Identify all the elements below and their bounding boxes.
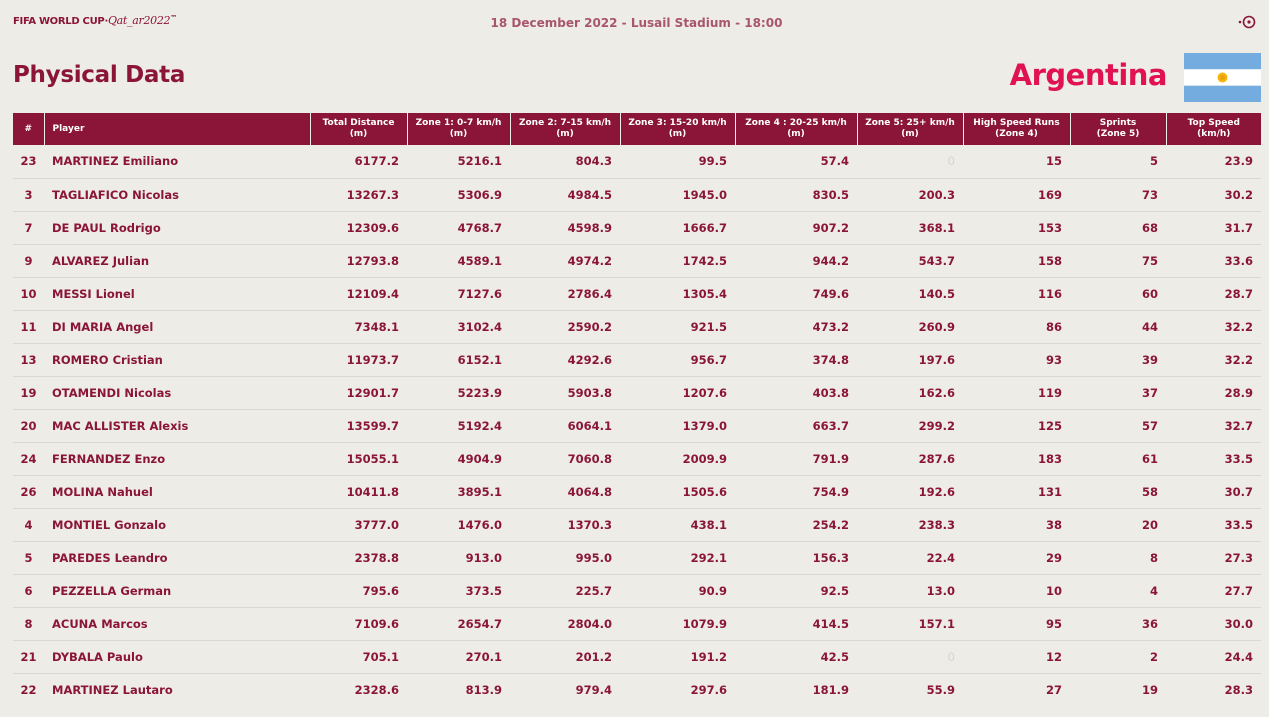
cell-high-speed-runs: 86 xyxy=(963,310,1070,343)
cell-sprints: 73 xyxy=(1070,178,1166,211)
cell-zone-5: 162.6 xyxy=(857,376,963,409)
column-header-zone-1: Zone 1: 0-7 km/h (m) xyxy=(407,113,510,145)
cell-zone-3: 921.5 xyxy=(620,310,735,343)
column-header-zone-5: Zone 5: 25+ km/h (m) xyxy=(857,113,963,145)
football-icon xyxy=(1237,14,1257,30)
fifa-world-cup-logo: FIFA WORLD CUP·Qat_ar2022™ xyxy=(13,14,177,27)
cell-player: MESSI Lionel xyxy=(44,277,310,310)
cell-top-speed: 23.9 xyxy=(1166,145,1261,178)
cell-zone-5: 197.6 xyxy=(857,343,963,376)
cell-player: PAREDES Leandro xyxy=(44,541,310,574)
column-header-high-speed-runs: High Speed Runs (Zone 4) xyxy=(963,113,1070,145)
cell-total-distance: 13599.7 xyxy=(310,409,407,442)
cell-high-speed-runs: 131 xyxy=(963,475,1070,508)
cell-total-distance: 3777.0 xyxy=(310,508,407,541)
cell-zone-4: 907.2 xyxy=(735,211,857,244)
table-row xyxy=(13,541,1261,574)
cell-zone-1: 3102.4 xyxy=(407,310,510,343)
cell-zone-2: 4292.6 xyxy=(510,343,620,376)
table-header-row xyxy=(13,113,1261,145)
cell-zone-5: 13.0 xyxy=(857,574,963,607)
cell-high-speed-runs: 119 xyxy=(963,376,1070,409)
cell-sprints: 8 xyxy=(1070,541,1166,574)
table-row xyxy=(13,244,1261,277)
table-row xyxy=(13,343,1261,376)
cell-number: 19 xyxy=(13,376,44,409)
cell-high-speed-runs: 93 xyxy=(963,343,1070,376)
cell-zone-5: 368.1 xyxy=(857,211,963,244)
cell-total-distance: 7109.6 xyxy=(310,607,407,640)
cell-total-distance: 795.6 xyxy=(310,574,407,607)
cell-total-distance: 13267.3 xyxy=(310,178,407,211)
cell-zone-5: 543.7 xyxy=(857,244,963,277)
cell-number: 9 xyxy=(13,244,44,277)
cell-zone-2: 995.0 xyxy=(510,541,620,574)
cell-number: 24 xyxy=(13,442,44,475)
cell-high-speed-runs: 15 xyxy=(963,145,1070,178)
cell-player: MARTINEZ Emiliano xyxy=(44,145,310,178)
cell-total-distance: 10411.8 xyxy=(310,475,407,508)
cell-high-speed-runs: 169 xyxy=(963,178,1070,211)
cell-sprints: 5 xyxy=(1070,145,1166,178)
cell-zone-2: 5903.8 xyxy=(510,376,620,409)
table-row xyxy=(13,376,1261,409)
cell-zone-3: 90.9 xyxy=(620,574,735,607)
cell-player: OTAMENDI Nicolas xyxy=(44,376,310,409)
cell-zone-4: 42.5 xyxy=(735,640,857,673)
cell-zone-3: 1079.9 xyxy=(620,607,735,640)
cell-total-distance: 6177.2 xyxy=(310,145,407,178)
cell-zone-1: 2654.7 xyxy=(407,607,510,640)
cell-zone-3: 1945.0 xyxy=(620,178,735,211)
top-bar xyxy=(0,0,1269,44)
cell-zone-1: 3895.1 xyxy=(407,475,510,508)
cell-zone-3: 1379.0 xyxy=(620,409,735,442)
cell-zone-1: 4768.7 xyxy=(407,211,510,244)
cell-high-speed-runs: 12 xyxy=(963,640,1070,673)
column-header-zone-4: Zone 4 : 20-25 km/h (m) xyxy=(735,113,857,145)
cell-number: 21 xyxy=(13,640,44,673)
cell-zone-3: 1207.6 xyxy=(620,376,735,409)
cell-zone-2: 201.2 xyxy=(510,640,620,673)
cell-number: 22 xyxy=(20,682,37,697)
cell-sprints: 57 xyxy=(1070,409,1166,442)
cell-zone-1: 4904.9 xyxy=(407,442,510,475)
page-title: Physical Data xyxy=(13,62,186,88)
cell-player: ROMERO Cristian xyxy=(44,343,310,376)
cell-sprints: 20 xyxy=(1070,508,1166,541)
cell-sprints: 37 xyxy=(1070,376,1166,409)
cell-zone-1: 1476.0 xyxy=(407,508,510,541)
cell-zone-1: 5192.4 xyxy=(407,409,510,442)
cell-zone-2: 2786.4 xyxy=(510,277,620,310)
table-body xyxy=(13,145,1261,706)
cell-zone-2: 4064.8 xyxy=(510,475,620,508)
cell-high-speed-runs: 38 xyxy=(963,508,1070,541)
cell-zone-3: 99.5 xyxy=(620,145,735,178)
cell-zone-4: 156.3 xyxy=(735,541,857,574)
cell-player: ALVAREZ Julian xyxy=(44,244,310,277)
cell-zone-1: 913.0 xyxy=(407,541,510,574)
cell-zone-5: 192.6 xyxy=(857,475,963,508)
table-row xyxy=(13,310,1261,343)
cell-player: DI MARIA Angel xyxy=(44,310,310,343)
cell-zone-4: 754.9 xyxy=(735,475,857,508)
cell-number: 26 xyxy=(13,475,44,508)
cell-player: MOLINA Nahuel xyxy=(44,475,310,508)
cell-zone-5: 55.9 xyxy=(926,682,955,697)
cell-zone-4: 403.8 xyxy=(735,376,857,409)
cell-zone-3: 1742.5 xyxy=(620,244,735,277)
cell-top-speed: 32.2 xyxy=(1166,310,1261,343)
cell-zone-2: 2590.2 xyxy=(510,310,620,343)
cell-number: 3 xyxy=(13,178,44,211)
table-row xyxy=(13,640,1261,673)
cell-zone-4: 944.2 xyxy=(735,244,857,277)
cell-total-distance: 12309.6 xyxy=(310,211,407,244)
cell-zone-1: 5223.9 xyxy=(407,376,510,409)
cell-sprints: 61 xyxy=(1070,442,1166,475)
cell-total-distance: 12109.4 xyxy=(310,277,407,310)
table-row xyxy=(13,211,1261,244)
cell-zone-5: 140.5 xyxy=(857,277,963,310)
cell-zone-4: 830.5 xyxy=(735,178,857,211)
cell-number: 20 xyxy=(13,409,44,442)
cell-total-distance: 12901.7 xyxy=(310,376,407,409)
cell-total-distance: 2328.6 xyxy=(354,682,399,697)
column-header-zone-3: Zone 3: 15-20 km/h (m) xyxy=(620,113,735,145)
cell-total-distance: 2378.8 xyxy=(310,541,407,574)
cell-top-speed: 24.4 xyxy=(1166,640,1261,673)
cell-zone-3: 1666.7 xyxy=(620,211,735,244)
cell-zone-2: 225.7 xyxy=(510,574,620,607)
cell-top-speed: 27.7 xyxy=(1166,574,1261,607)
cell-zone-2: 4598.9 xyxy=(510,211,620,244)
cell-zone-5: 200.3 xyxy=(857,178,963,211)
cell-zone-5: 0 xyxy=(857,640,963,673)
cell-top-speed: 33.5 xyxy=(1166,508,1261,541)
table-row xyxy=(13,574,1261,607)
cell-number: 4 xyxy=(13,508,44,541)
table-row xyxy=(13,442,1261,475)
cell-top-speed: 30.7 xyxy=(1166,475,1261,508)
cell-top-speed: 33.5 xyxy=(1166,442,1261,475)
cell-high-speed-runs: 10 xyxy=(963,574,1070,607)
cell-zone-4: 791.9 xyxy=(735,442,857,475)
cell-sprints: 19 xyxy=(1141,682,1158,697)
cell-sprints: 60 xyxy=(1070,277,1166,310)
cell-zone-1: 373.5 xyxy=(407,574,510,607)
cell-zone-2: 1370.3 xyxy=(510,508,620,541)
cell-number: 11 xyxy=(13,310,44,343)
cell-zone-5: 157.1 xyxy=(857,607,963,640)
table-row xyxy=(13,508,1261,541)
argentina-flag-icon xyxy=(1184,53,1261,102)
cell-top-speed: 30.0 xyxy=(1166,607,1261,640)
cell-player: DYBALA Paulo xyxy=(44,640,310,673)
cell-high-speed-runs: 29 xyxy=(963,541,1070,574)
column-header-total-distance: Total Distance (m) xyxy=(310,113,407,145)
cell-sprints: 4 xyxy=(1070,574,1166,607)
cell-top-speed: 31.7 xyxy=(1166,211,1261,244)
cell-zone-2: 804.3 xyxy=(510,145,620,178)
table-row xyxy=(13,673,1261,706)
cell-zone-2: 2804.0 xyxy=(510,607,620,640)
cell-zone-4: 749.6 xyxy=(735,277,857,310)
cell-high-speed-runs: 27 xyxy=(1045,682,1062,697)
cell-zone-2: 4984.5 xyxy=(510,178,620,211)
cell-player: DE PAUL Rodrigo xyxy=(44,211,310,244)
cell-number: 23 xyxy=(13,145,44,178)
cell-high-speed-runs: 116 xyxy=(963,277,1070,310)
physical-data-table xyxy=(13,113,1261,706)
cell-high-speed-runs: 183 xyxy=(963,442,1070,475)
column-header-zone-2: Zone 2: 7-15 km/h (m) xyxy=(510,113,620,145)
cell-sprints: 75 xyxy=(1070,244,1166,277)
cell-top-speed: 28.7 xyxy=(1166,277,1261,310)
cell-top-speed: 32.7 xyxy=(1166,409,1261,442)
cell-sprints: 2 xyxy=(1070,640,1166,673)
cell-zone-1: 5216.1 xyxy=(407,145,510,178)
cell-zone-3: 1305.4 xyxy=(620,277,735,310)
cell-player: TAGLIAFICO Nicolas xyxy=(44,178,310,211)
table-row xyxy=(13,475,1261,508)
table-row xyxy=(13,607,1261,640)
cell-player: MONTIEL Gonzalo xyxy=(44,508,310,541)
cell-sprints: 44 xyxy=(1070,310,1166,343)
table-row xyxy=(13,145,1261,178)
cell-top-speed: 28.3 xyxy=(1224,682,1253,697)
cell-zone-3: 956.7 xyxy=(620,343,735,376)
cell-zone-4: 414.5 xyxy=(735,607,857,640)
cell-total-distance: 15055.1 xyxy=(310,442,407,475)
cell-player: MARTINEZ Lautaro xyxy=(52,682,173,697)
cell-top-speed: 33.6 xyxy=(1166,244,1261,277)
cell-top-speed: 30.2 xyxy=(1166,178,1261,211)
cell-zone-1: 270.1 xyxy=(407,640,510,673)
cell-number: 13 xyxy=(13,343,44,376)
table-row xyxy=(13,178,1261,211)
cell-high-speed-runs: 125 xyxy=(963,409,1070,442)
cell-zone-3: 438.1 xyxy=(620,508,735,541)
match-info: 18 December 2022 - Lusail Stadium - 18:00 xyxy=(490,16,783,30)
cell-zone-4: 473.2 xyxy=(735,310,857,343)
cell-player: PEZZELLA German xyxy=(44,574,310,607)
cell-number: 8 xyxy=(13,607,44,640)
cell-zone-1: 813.9 xyxy=(465,682,502,697)
cell-total-distance: 12793.8 xyxy=(310,244,407,277)
column-header-number: # xyxy=(13,113,44,145)
cell-total-distance: 7348.1 xyxy=(310,310,407,343)
cell-zone-3: 292.1 xyxy=(620,541,735,574)
cell-zone-5: 260.9 xyxy=(857,310,963,343)
cell-player: FERNANDEZ Enzo xyxy=(44,442,310,475)
cell-top-speed: 27.3 xyxy=(1166,541,1261,574)
table-row xyxy=(13,277,1261,310)
column-header-top-speed: Top Speed (km/h) xyxy=(1166,113,1261,145)
cell-zone-4: 92.5 xyxy=(735,574,857,607)
column-header-sprints: Sprints (Zone 5) xyxy=(1070,113,1166,145)
cell-zone-1: 5306.9 xyxy=(407,178,510,211)
cell-sprints: 68 xyxy=(1070,211,1166,244)
cell-player: MAC ALLISTER Alexis xyxy=(44,409,310,442)
cell-zone-2: 979.4 xyxy=(575,682,612,697)
cell-sprints: 39 xyxy=(1070,343,1166,376)
cell-zone-2: 4974.2 xyxy=(510,244,620,277)
cell-zone-4: 57.4 xyxy=(735,145,857,178)
cell-zone-4: 374.8 xyxy=(735,343,857,376)
cell-zone-1: 6152.1 xyxy=(407,343,510,376)
cell-zone-4: 181.9 xyxy=(812,682,849,697)
cell-zone-5: 299.2 xyxy=(857,409,963,442)
team-name: Argentina xyxy=(1009,58,1167,92)
cell-sprints: 36 xyxy=(1070,607,1166,640)
cell-number: 7 xyxy=(13,211,44,244)
cell-zone-4: 663.7 xyxy=(735,409,857,442)
cell-player: ACUNA Marcos xyxy=(44,607,310,640)
cell-number: 5 xyxy=(13,541,44,574)
column-header-player: Player xyxy=(44,113,310,145)
cell-zone-2: 6064.1 xyxy=(510,409,620,442)
cell-zone-2: 7060.8 xyxy=(510,442,620,475)
cell-number: 6 xyxy=(13,574,44,607)
cell-zone-3: 297.6 xyxy=(690,682,727,697)
cell-zone-5: 287.6 xyxy=(857,442,963,475)
cell-high-speed-runs: 95 xyxy=(963,607,1070,640)
cell-high-speed-runs: 158 xyxy=(963,244,1070,277)
cell-sprints: 58 xyxy=(1070,475,1166,508)
cell-zone-1: 7127.6 xyxy=(407,277,510,310)
cell-top-speed: 28.9 xyxy=(1166,376,1261,409)
cell-zone-1: 4589.1 xyxy=(407,244,510,277)
cell-zone-5: 238.3 xyxy=(857,508,963,541)
cell-zone-4: 254.2 xyxy=(735,508,857,541)
cell-top-speed: 32.2 xyxy=(1166,343,1261,376)
cell-number: 10 xyxy=(13,277,44,310)
cell-high-speed-runs: 153 xyxy=(963,211,1070,244)
cell-zone-3: 1505.6 xyxy=(620,475,735,508)
cell-total-distance: 705.1 xyxy=(310,640,407,673)
cell-zone-5: 22.4 xyxy=(857,541,963,574)
cell-total-distance: 11973.7 xyxy=(310,343,407,376)
cell-zone-5: 0 xyxy=(857,145,963,178)
table-row xyxy=(13,409,1261,442)
cell-zone-3: 2009.9 xyxy=(620,442,735,475)
cell-zone-3: 191.2 xyxy=(620,640,735,673)
